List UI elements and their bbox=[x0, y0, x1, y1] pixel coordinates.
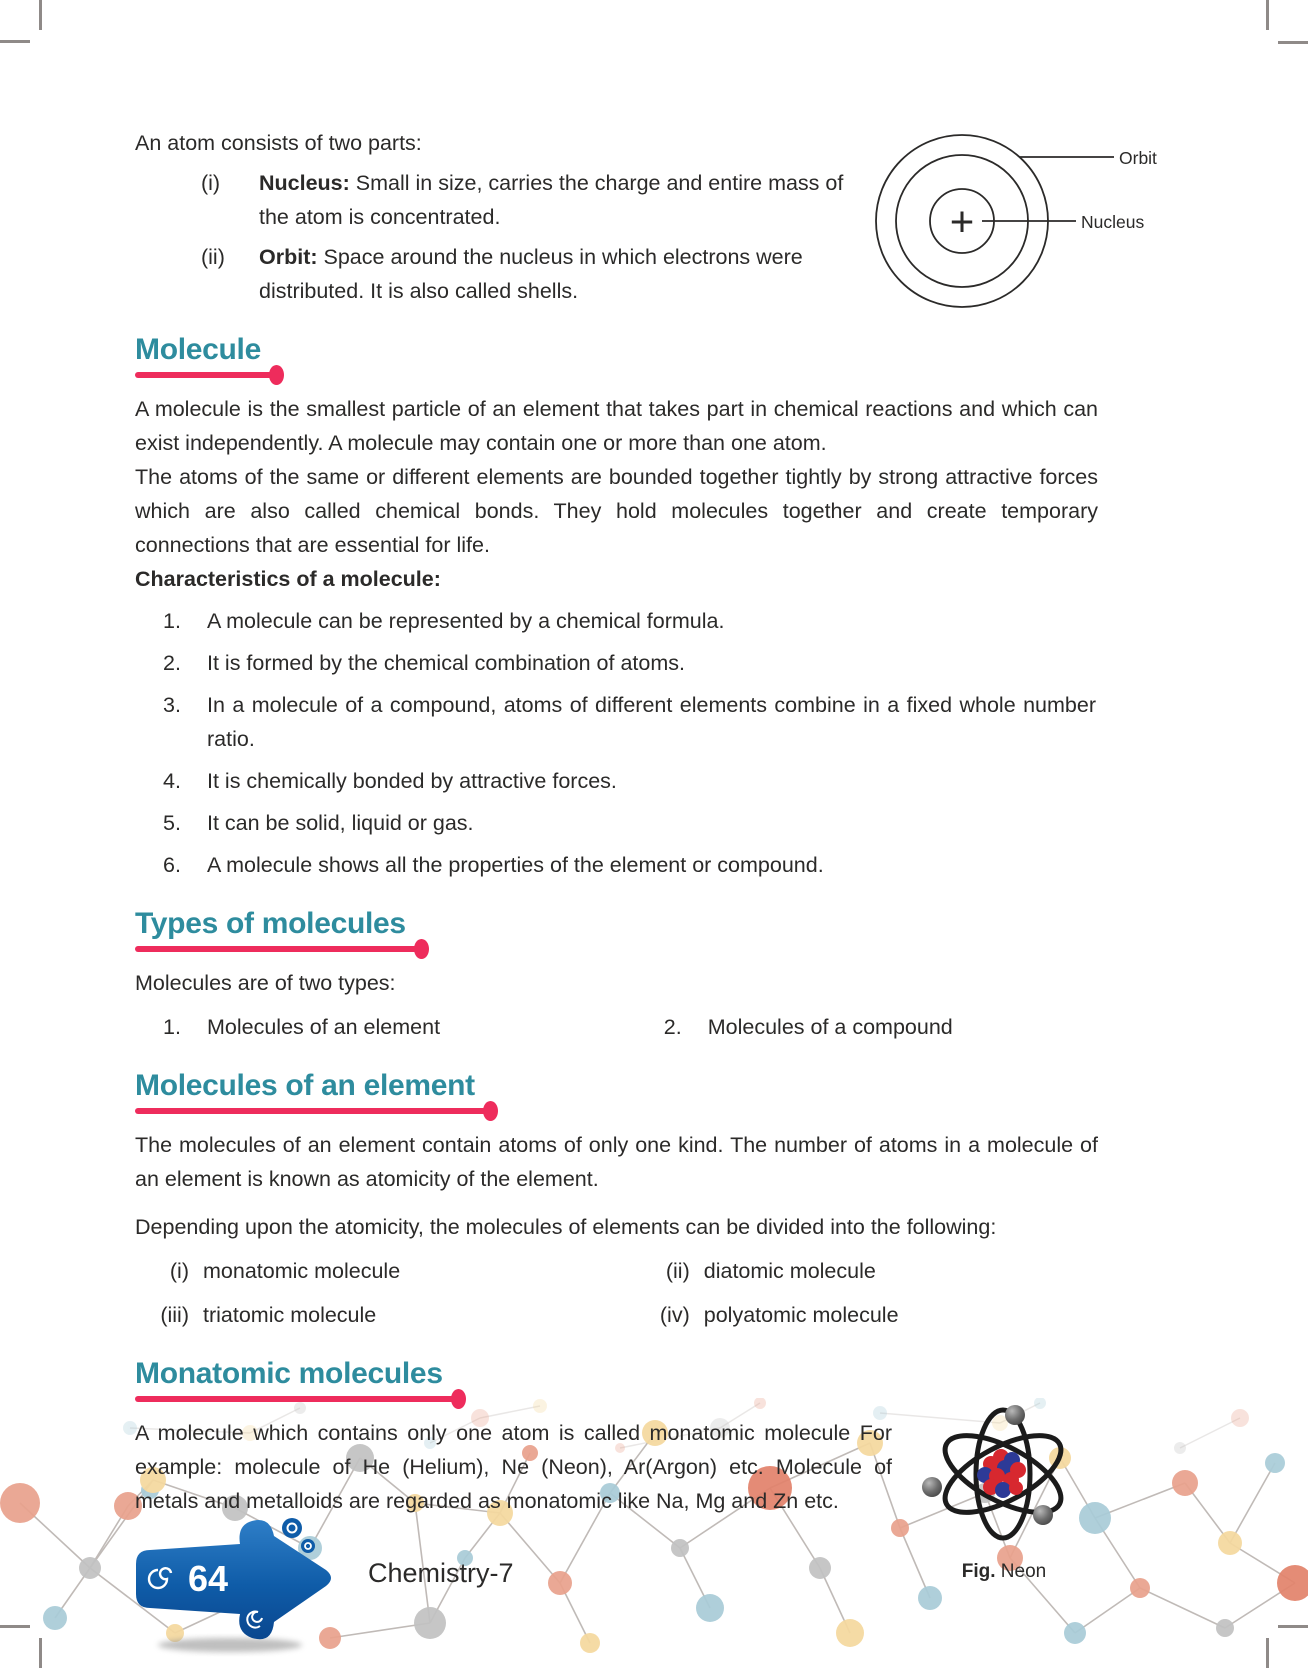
list-item bbox=[135, 1254, 636, 1288]
crop-mark-top-right-h bbox=[1278, 41, 1308, 44]
list-item bbox=[135, 1010, 636, 1044]
item-text bbox=[259, 166, 847, 234]
item-term: Nucleus: bbox=[259, 171, 350, 195]
types-lead: Molecules are of two types: bbox=[135, 971, 396, 995]
badge-shadow bbox=[158, 1638, 302, 1652]
item-description: Space around the nucleus in which electrons were distributed. It is also called shells. bbox=[259, 245, 803, 303]
item-text: Molecules of a compound bbox=[707, 1015, 953, 1039]
paragraph: A molecule is the smallest particle of an element that takes part in chemical reactions and which can exist independently. A molecule may contain one or more than one atom. bbox=[135, 397, 1098, 455]
item-term: Orbit: bbox=[259, 245, 318, 269]
section-molecule bbox=[135, 334, 1098, 882]
section-heading: Monatomic molecules bbox=[135, 1358, 443, 1404]
item-numeral: (i) bbox=[169, 1259, 189, 1283]
item-text: It can be solid, liquid or gas. bbox=[207, 811, 474, 835]
item-text: A molecule shows all the properties of the element or compound. bbox=[207, 853, 824, 877]
section-types-of-molecules bbox=[135, 908, 1098, 1044]
list-item bbox=[135, 646, 1098, 680]
bubble-icon bbox=[282, 1518, 302, 1538]
item-number: 1. bbox=[163, 1015, 181, 1039]
crop-mark-top-left-h bbox=[0, 40, 30, 43]
item-number: 4. bbox=[163, 769, 181, 793]
paragraph: The atoms of the same or different elements are bounded together tightly by strong attractive forces which are also called chemical bonds. They hold molecules together and create temporary connections that are essential for life. bbox=[135, 465, 1098, 557]
item-number: 5. bbox=[163, 811, 181, 835]
list-item bbox=[636, 1298, 1098, 1332]
figure-caption bbox=[910, 1561, 1098, 1583]
item-number: 3. bbox=[163, 693, 181, 717]
nucleus-label: Nucleus bbox=[1081, 212, 1145, 232]
item-text: monatomic molecule bbox=[203, 1259, 401, 1283]
electron bbox=[1005, 1405, 1025, 1425]
item-text: Molecules of an element bbox=[207, 1015, 441, 1039]
types-list bbox=[135, 1010, 1098, 1044]
section-molecules-of-element bbox=[135, 1070, 1098, 1332]
paragraph: The molecules of an element contain atoms of only one kind. The number of atoms in a molecule of an element is known as atomicity of the element. bbox=[135, 1133, 1098, 1191]
bubble-icon bbox=[301, 1539, 315, 1553]
orbit-label: Orbit bbox=[1119, 148, 1157, 168]
item-numeral: (ii) bbox=[201, 245, 225, 269]
atom-parts-intro bbox=[135, 126, 847, 308]
list-item bbox=[636, 1254, 1098, 1288]
item-text: In a molecule of a compound, atoms of different elements combine in a fixed whole number ratio. bbox=[207, 693, 1096, 751]
atomicity-list bbox=[135, 1254, 1098, 1332]
list-item bbox=[135, 166, 847, 234]
electron bbox=[1033, 1505, 1053, 1525]
crop-mark-top-left-v bbox=[39, 0, 42, 30]
list-item bbox=[636, 1010, 1098, 1044]
intro-lead: An atom consists of two parts: bbox=[135, 131, 422, 155]
item-numeral: (i) bbox=[201, 171, 221, 195]
item-text: polyatomic molecule bbox=[703, 1303, 899, 1327]
section-heading: Molecule bbox=[135, 334, 261, 380]
plus-sign: + bbox=[949, 197, 975, 245]
paragraph: Depending upon the atomicity, the molecules of elements can be divided into the following: bbox=[135, 1215, 997, 1239]
item-number: 2. bbox=[663, 1015, 682, 1039]
caption-prefix: Fig. bbox=[961, 1561, 996, 1582]
item-number: 2. bbox=[163, 651, 181, 675]
list-item bbox=[135, 1298, 636, 1332]
item-numeral: (iv) bbox=[659, 1303, 690, 1327]
book-title: Chemistry-7 bbox=[368, 1558, 514, 1588]
item-numeral: (iii) bbox=[160, 1303, 189, 1327]
section-heading: Molecules of an element bbox=[135, 1070, 475, 1116]
item-text: A molecule can be represented by a chemical formula. bbox=[207, 609, 725, 633]
neon-atom-illustration bbox=[915, 1402, 1093, 1554]
characteristics-list bbox=[135, 604, 1098, 882]
electron bbox=[922, 1477, 942, 1497]
item-text: diatomic molecule bbox=[703, 1259, 876, 1283]
caption-text: Neon bbox=[995, 1561, 1047, 1582]
list-item bbox=[135, 806, 1098, 840]
item-text: It is chemically bonded by attractive forces. bbox=[207, 769, 617, 793]
item-numeral: (ii) bbox=[665, 1259, 690, 1283]
item-text: triatomic molecule bbox=[203, 1303, 377, 1327]
list-item bbox=[135, 240, 847, 308]
page-number: 64 bbox=[187, 1558, 229, 1599]
item-number: 6. bbox=[163, 853, 181, 877]
crop-mark-top-right-v bbox=[1266, 0, 1269, 30]
list-item bbox=[135, 764, 1098, 798]
list-item bbox=[135, 688, 1098, 756]
item-text: It is formed by the chemical combination of atoms. bbox=[207, 651, 685, 675]
section-heading: Types of molecules bbox=[135, 908, 406, 954]
neon-figure bbox=[910, 1402, 1098, 1583]
item-text bbox=[259, 240, 847, 308]
item-number: 1. bbox=[163, 609, 181, 633]
list-item bbox=[135, 604, 1098, 638]
page-number-badge bbox=[120, 1508, 370, 1658]
page-content bbox=[135, 126, 1098, 1583]
item-description: Small in size, carries the charge and entire mass of the atom is concentrated. bbox=[259, 171, 844, 229]
list-item bbox=[135, 848, 1098, 882]
paragraph: A molecule which contains only one atom is called monatomic molecule For example: molecule of He (Helium), Ne (Neon), Ar(Argon) etc. Molecule of metals and metalloids are regarded as monatomic like Na, Mg and Zn etc. bbox=[135, 1421, 892, 1513]
characteristics-subheading: Characteristics of a molecule: bbox=[135, 567, 441, 591]
